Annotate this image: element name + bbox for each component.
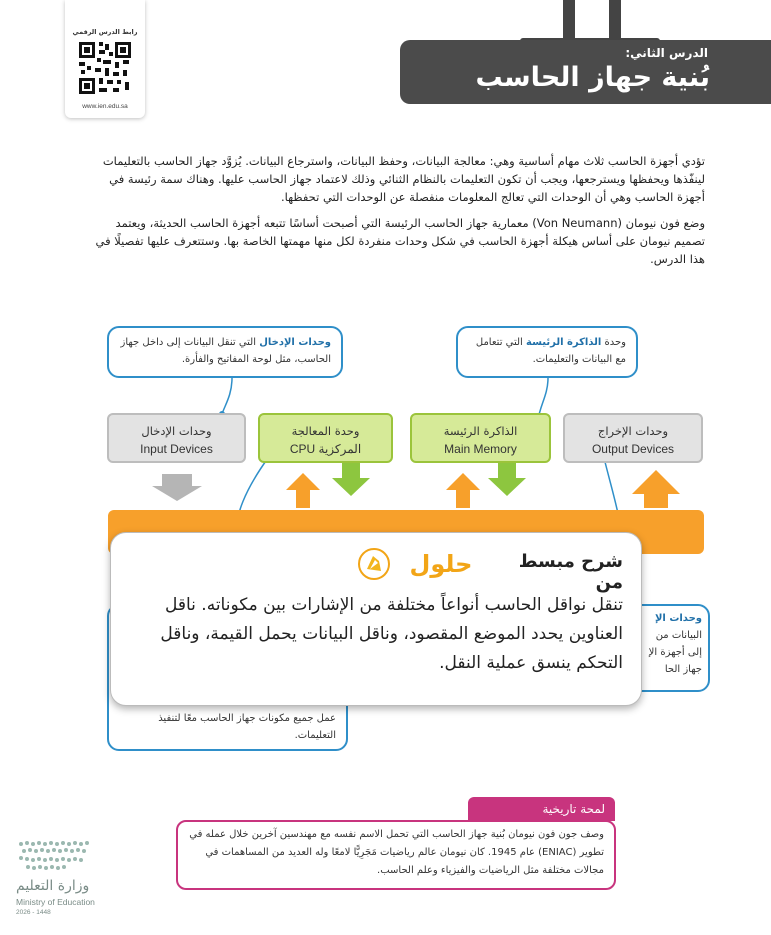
logo-text: حلول xyxy=(409,550,473,578)
callout-input-devices: وحدات الإدخال التي تنقل البيانات إلى داخل جهاز الحاسب، مثل لوحة المفاتيح والفأرة. xyxy=(107,326,343,378)
hulul-logo-icon xyxy=(357,547,485,581)
popup-heading: شرح مبسط من xyxy=(518,551,623,593)
unit-input-devices: وحدات الإدخال Input Devices xyxy=(107,413,246,463)
arrow-down-green-icon xyxy=(332,462,370,496)
simplified-explanation-popup xyxy=(110,532,642,706)
unit-output-devices: وحدات الإخراج Output Devices xyxy=(563,413,703,463)
unit-cpu: وحدة المعالجة المركزية CPU xyxy=(258,413,393,463)
von-neumann-paragraph: وضع فون نيومان (Von Neumann) معمارية جهاز الحاسب الرئيسة التي أصبحت أساسًا تتبعه أجهزة الحاسب الحديثة، ويعتمد تصميم نيومان على أساس هيكلة أجهزة الحاسب في شكل وحدات منفردة لكل منها مهمتها الخاصة بها. وستتعرف عليها تفصيلًا في هذا الدرس. xyxy=(95,216,705,266)
ministry-logo-icon xyxy=(16,838,106,876)
qr-title: رابط الدرس الرقمي xyxy=(72,28,138,36)
intro-paragraph: تؤدي أجهزة الحاسب ثلاث مهام أساسية وهي: معالجة البيانات، وحفظ البيانات، واسترجاع البيانات. يُزوَّد جهاز الحاسب بالتعليمات لينفّذها ويحفظها ويسترجعها، ويجب أن تكون التعليمات بالنظام الثنائي وذلك لاعتماد جهاز الحاسب عليها. وهناك سمة رئيسة في أجهزة الحاسب وهي أن الوحدات التي تعالج المعلومات منفصلة عن الوحدات التي تحفظها. xyxy=(102,154,705,204)
arrow-down-gray-icon xyxy=(152,474,202,501)
lesson-label: الدرس الثاني: xyxy=(625,46,708,60)
history-box: وصف جون فون نيومان بُنية جهاز الحاسب التي تحمل الاسم نفسه مع مهندسين آخرين خلال عمله في تطوير (ENIAC) عام 1945. كان نيومان عالم رياضيات مَجَرِيًّا لامعًا وله العديد من المساهمات في مجالات مختلفة مثل الرياضيات والفيزياء وعلم الحاسب. xyxy=(176,820,616,890)
arrow-up-orange-icon xyxy=(446,473,480,508)
callout-output-devices: وحدات الإ البيانات من إلى أجهزة الإ جهاز الحا xyxy=(605,604,710,692)
arrow-up-orange-icon xyxy=(286,473,320,508)
lesson-title: بُنية جهاز الحاسب xyxy=(475,62,710,93)
history-tab: لمحة تاريخية xyxy=(468,797,615,821)
ministry-name-english: Ministry of Education xyxy=(16,897,95,907)
qr-url[interactable]: www.ien.edu.sa xyxy=(82,103,128,110)
popup-text: تنقل نواقل الحاسب أنواعاً مختلفة من الإشارات بين مكوناته. ناقل العناوين يحدد الموضع المقصود، وناقل البيانات يحمل القيمة، وناقل التحكم ينسق عملية النقل. xyxy=(160,595,623,673)
ministry-name-arabic: وزارة التعليم xyxy=(16,878,90,894)
arrow-down-green-icon xyxy=(488,462,526,496)
callout-cpu: عمل جميع مكونات جهاز الحاسب معًا لتنفيذ التعليمات. xyxy=(107,604,348,751)
arrow-up-orange-icon xyxy=(632,470,680,508)
callout-main-memory: وحدة الذاكرة الرئيسة التي تتعامل مع البيانات والتعليمات. xyxy=(456,326,638,378)
ministry-year: 2026 - 1448 xyxy=(16,909,51,916)
unit-main-memory: الذاكرة الرئيسة Main Memory xyxy=(410,413,551,463)
